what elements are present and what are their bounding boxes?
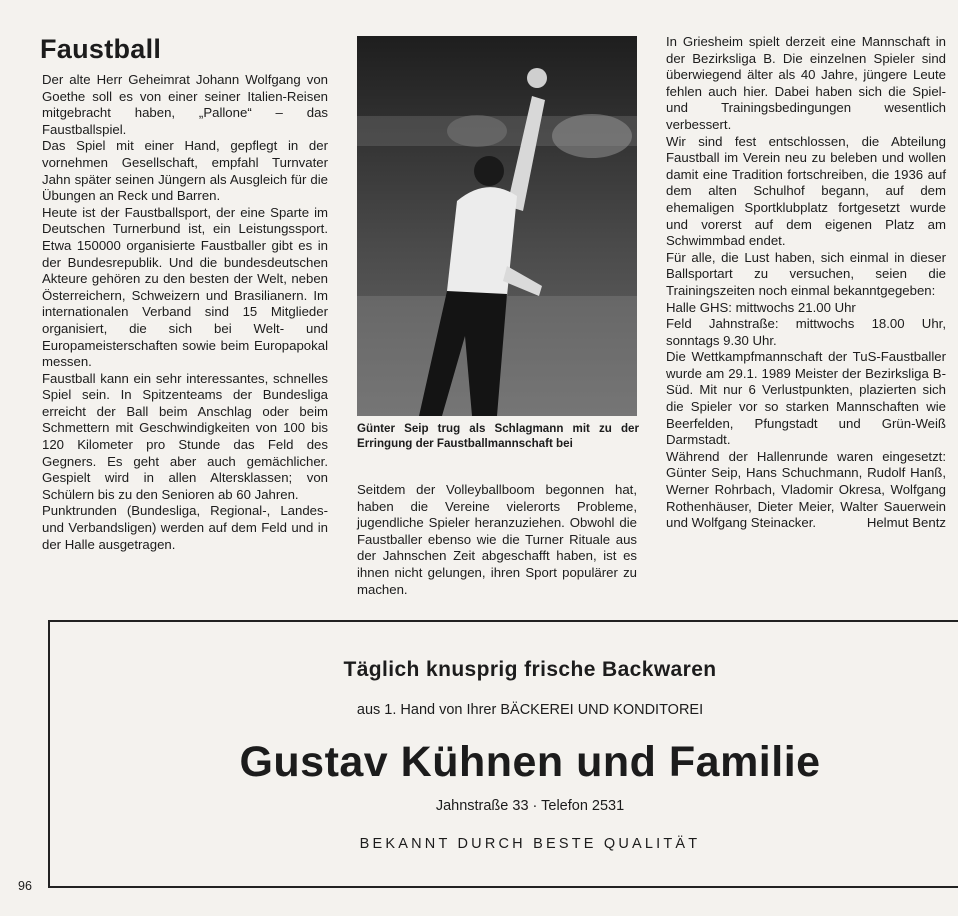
bakery-advertisement — [48, 620, 958, 888]
ad-subline: aus 1. Hand von Ihrer BÄCKEREI UND KONDITOREI — [356, 702, 704, 718]
paragraph: Die Wettkampfmannschaft der TuS-Faustballer wurde am 29.1. 1989 Meister der Bezirksliga B-Süd. Mit nur 6 Verlustpunkten, plazierten sich die Spieler vor so starken Mannschaften wie Beerfelden, Pfungstadt und Grün-Weiß Darmstadt. — [666, 349, 946, 448]
photo-caption: Günter Seip trug als Schlagmann mit zu der Erringung der Faustballmannschaft bei — [357, 422, 639, 450]
player-illustration — [357, 36, 637, 416]
article-headline: Faustball — [40, 34, 162, 64]
page-number: 96 — [18, 879, 32, 893]
paragraph: In Griesheim spielt derzeit eine Mannschaft in der Bezirksliga B. Die einzelnen Spieler sind überwiegend älter als 40 Jahre, jüngere Leute fehlen auch hier. Dabei haben sich die Spiel- und Trainingsbedingungen wesentlich verbessert. — [666, 34, 946, 132]
author-signature: Helmut Bentz — [866, 515, 946, 531]
article-column-1 — [42, 72, 328, 553]
ad-company-name: Gustav Kühnen und Familie — [239, 738, 821, 786]
ad-address: Jahnstraße 33 · Telefon 2531 — [435, 798, 625, 814]
paragraph: Wir sind fest entschlossen, die Abteilung Faustball im Verein neu zu beleben und wollen damit eine Tradition fortschreiben, die 1936 auf dem alten Schulhof begann, auf dem ehemaligen Sportklubplatz fortgesetzt wurde und vorerst auf dem eigenen Platz am Schwimmbad endet. — [666, 133, 946, 249]
paragraph: Seitdem der Volleyballboom begonnen hat, haben die Vereine vielerorts Probleme, jugendliche Spieler heranzuziehen. Obwohl die Faustballer ebenso wie die Turner Rituale aus der Jahnschen Zeit abgeschafft haben, ist es ihnen nicht gelungen, ihren Sport populärer zu machen. — [357, 482, 637, 597]
paragraph: Das Spiel mit einer Hand, gepflegt in der vornehmen Gesellschaft, empfahl Turnvater Jahn später seinen Jüngern als Ausgleich für die Übungen an Reck und Barren. — [42, 138, 328, 204]
paragraph: Faustball kann ein sehr interessantes, schnelles Spiel sein. In Spitzenteams der Bundesliga erreicht der Ball beim Anschlag oder beim Schmettern mit Geschwindigkeiten von 100 bis 120 Kilometer pro Stunde das Feld des Gegners. Es geht aber auch gemächlicher. Gespielt wird in allen Altersklassen; von Schülern bis zu den Senioren ab 60 Jahren. — [42, 370, 328, 502]
faustball-player-photo — [357, 36, 637, 416]
paragraph: Punktrunden (Bundesliga, Regional-, Landes- und Verbandsligen) werden auf dem Feld und in der Halle ausgetragen. — [42, 503, 328, 552]
article-column-3 — [666, 34, 946, 532]
paragraph — [666, 449, 946, 532]
paragraph: Halle GHS: mittwochs 21.00 Uhr — [666, 299, 856, 315]
ad-tagline: Täglich knusprig frische Backwaren — [343, 658, 717, 681]
ad-slogan: BEKANNT DURCH BESTE QUALITÄT — [359, 836, 701, 852]
paragraph: Der alte Herr Geheimrat Johann Wolfgang von Goethe soll es von einer seiner Italien-Reisen mitgebracht haben, „Pallone“ – das Faustballspiel. — [42, 72, 328, 137]
paragraph: Heute ist der Faustballsport, der eine Sparte im Deutschen Turnerbund ist, ein Leistungssport. Etwa 150000 organisierte Faustballer gibt es in der Bundesrepublik. Und die bundesdeutschen Akteure gehören zu den besten der Welt, neben Österreichern, Schweizern und Brasilianern. Im internationalen Verband sind 15 Mitglieder organisiert, die sich bei Welt- und Europameisterschaften sowie beim Europapokal messen. — [42, 204, 328, 370]
paragraph: Feld Jahnstraße: mittwochs 18.00 Uhr, sonntags 9.30 Uhr. — [666, 316, 946, 348]
paragraph-text: Während der Hallenrunde waren eingesetzt: Günter Seip, Hans Schuchmann, Rudolf Hanß, Werner Rohrbach, Vladomir Okresa, Wolfgang Rothenhäuser, Dieter Meier, Walter Sauerwein und Wolfgang Steinacker. — [666, 448, 946, 531]
paragraph: Für alle, die Lust haben, sich einmal in dieser Ballsportart zu versuchen, seien die Trainingszeiten noch einmal bekanntgegeben: — [666, 249, 946, 298]
article-column-2 — [357, 482, 637, 598]
